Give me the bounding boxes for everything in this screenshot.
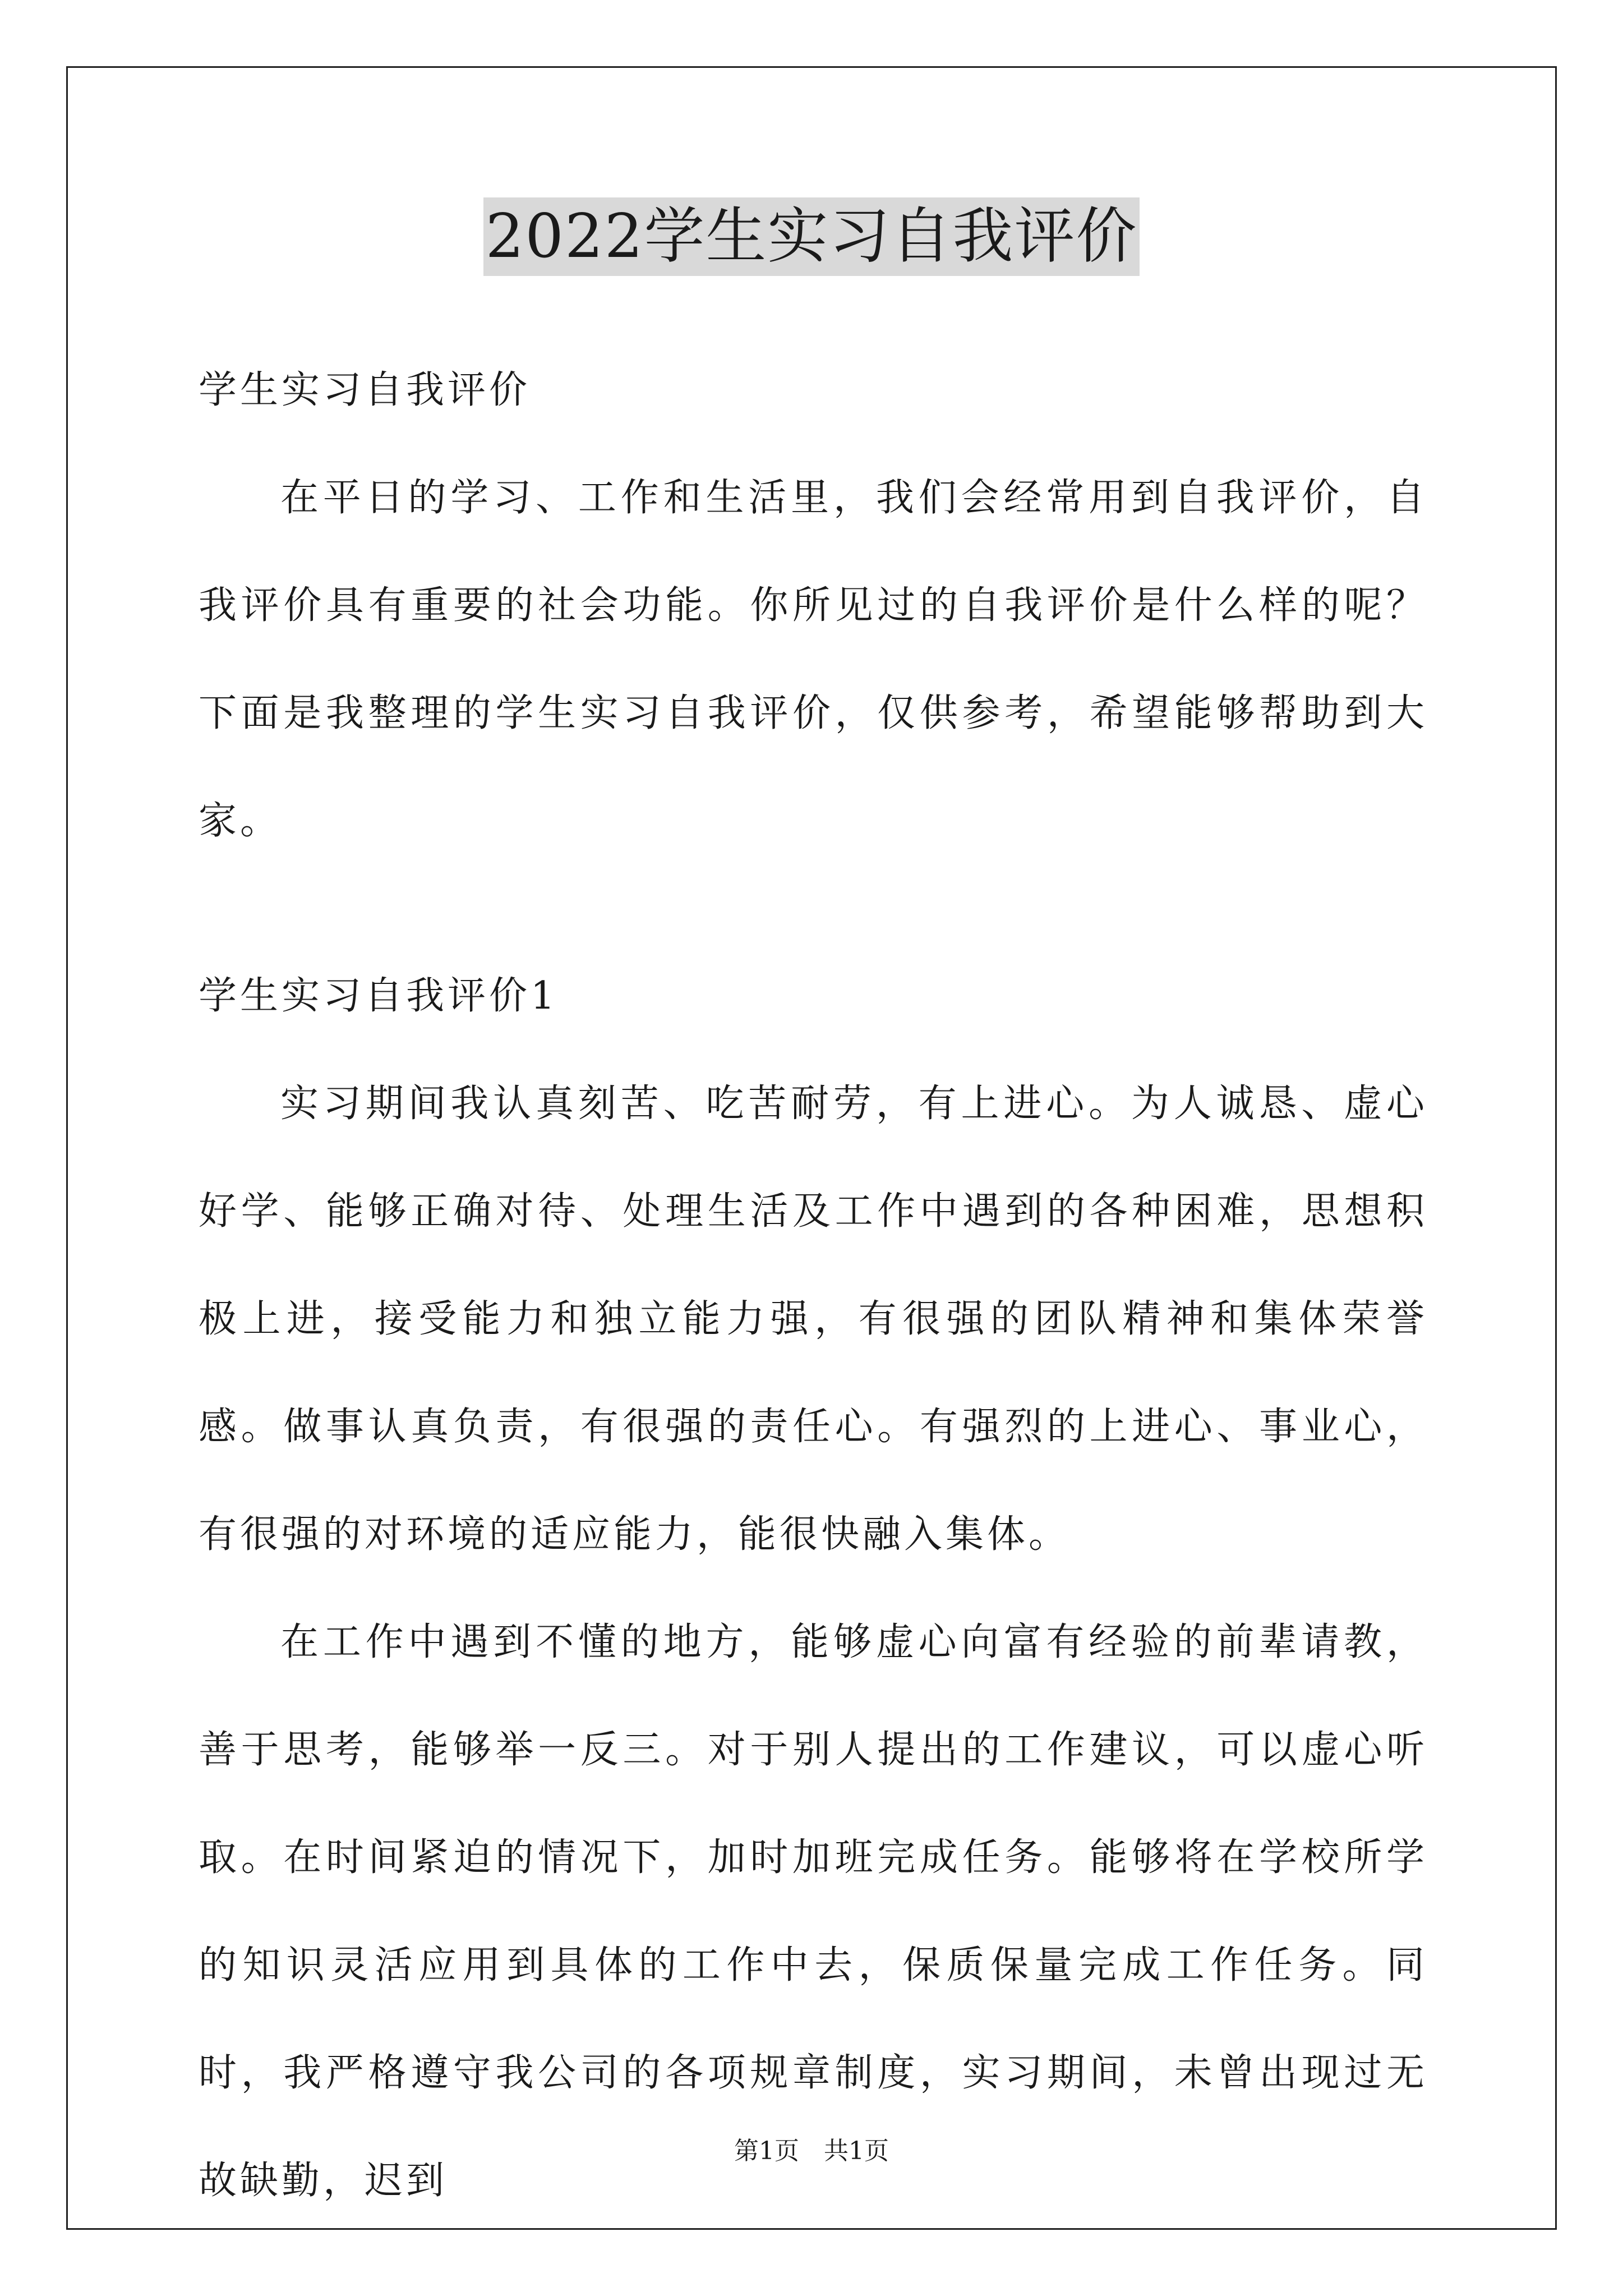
intro-paragraph: 在平日的学习、工作和生活里，我们会经常用到自我评价，自我评价具有重要的社会功能。你所见过的自我评价是什么样的呢？下面是我整理的学生实习自我评价，仅供参考，希望能够帮助到大家。 xyxy=(199,476,1428,843)
section-1-paragraph-1: 实习期间我认真刻苦、吃苦耐劳，有上进心。为人诚恳、虚心好学、能够正确对待、处理生活及工作中遇到的各种困难，思想积极上进，接受能力和独立能力强，有很强的团队精神和集体荣誉感。做事认真负责，有很强的责任心。有强烈的上进心、事业心，有很强的对环境的适应能力，能很快融入集体。 xyxy=(199,1082,1428,1557)
section-spacer xyxy=(199,875,1428,942)
section-1-paragraph-2: 在工作中遇到不懂的地方，能够虚心向富有经验的前辈请教，善于思考，能够举一反三。对于别人提出的工作建议，可以虚心听取。在时间紧迫的情况下，加时加班完成任务。能够将在学校所学的知识灵活应用到具体的工作中去，保质保量完成工作任务。同时，我严格遵守我公司的各项规章制度，实习期间，未曾出现过无故缺勤，迟到 xyxy=(199,1620,1428,2203)
document-title: 2022学生实习自我评价 xyxy=(483,197,1140,276)
document-body xyxy=(199,337,1428,2235)
title-container xyxy=(0,197,1623,276)
subtitle-heading: 学生实习自我评价 xyxy=(199,368,531,412)
page-footer: 第1页 共1页 xyxy=(734,2137,889,2165)
section-1-heading: 学生实习自我评价1 xyxy=(199,974,559,1018)
